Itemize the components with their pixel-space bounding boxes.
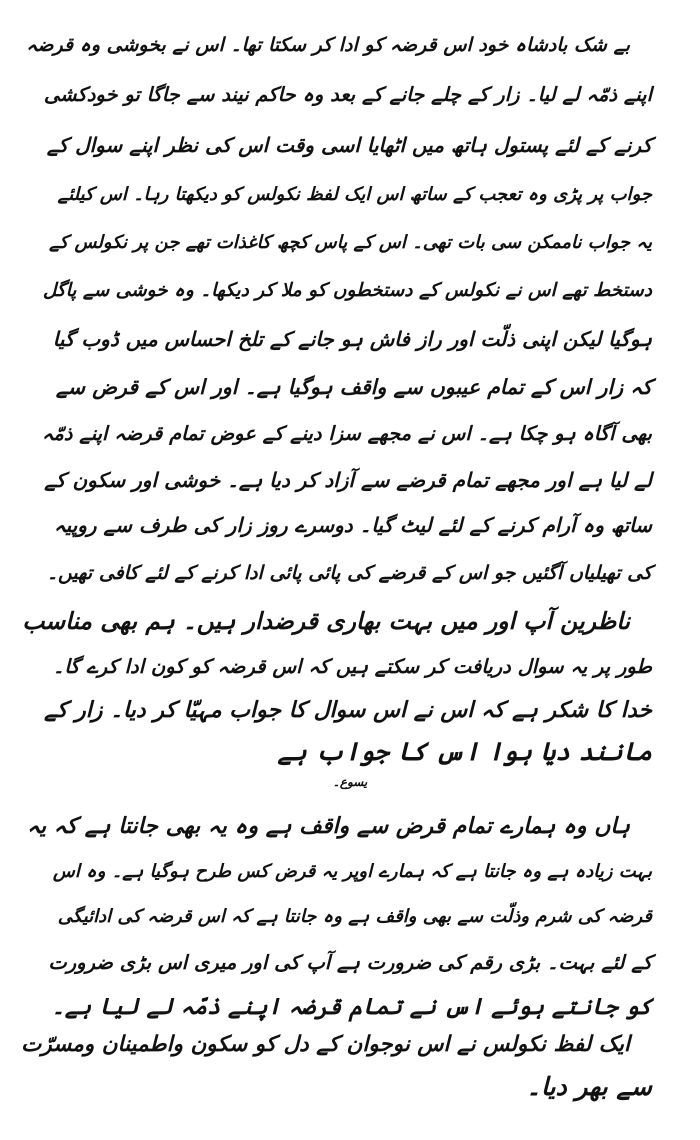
text-line: دستخط تھے اس نے نکولس کے دستخطوں کو ملا کر دیکھا۔ وہ خوشی سے پاگل xyxy=(42,280,652,301)
text-line: کے لئے بہت۔ بڑی رقم کی ضرورت ہے آپ کی اور میری اس بڑی ضرورت xyxy=(48,951,652,974)
text-line: کی تھیلیاں آگئیں جو اس کے قرضے کی پائی پائی ادا کرنے کے لئے کافی تھیں۔ xyxy=(46,562,652,584)
text-line: مانند دیا ہوا اس کا جواب ہے xyxy=(277,737,652,766)
text-line: کہ زار اس کے تمام عیبوں سے واقف ہوگیا ہے۔ اور اس کے قرض سے xyxy=(55,375,652,399)
text-line: ناظرین آپ اور میں بہت بھاری قرضدار ہیں۔ ہم بھی مناسب xyxy=(22,607,630,635)
text-line: قرضہ کی شرم وذلّت سے بھی واقف ہے وہ جانتا ہے کہ اس قرضہ کی ادائیگی xyxy=(57,906,652,927)
text-line: اپنے ذمّہ لے لیا۔ زار کے چلے جانے کے بعد وہ حاکم نیند سے جاگا تو خودکشی xyxy=(43,83,652,106)
text-line: ساتھ وہ آرام کرنے کے لئے لیٹ گیا۔ دوسرے روز زار کی طرف سے روپیہ xyxy=(53,513,652,537)
text-line: یہ جواب ناممکن سی بات تھی۔ اس کے پاس کچھ کاغذات تھے جن پر نکولس کے xyxy=(49,232,652,253)
text-line: خدا کا شکر ہے کہ اس نے اس سوال کا جواب مہیّا کر دیا۔ زار کے xyxy=(44,698,652,723)
text-line: لے لیا ہے اور مجھے تمام قرضے سے آزاد کر دیا ہے۔ خوشی اور سکون کے xyxy=(44,468,652,492)
text-line: ایک لفظ نکولس نے اس نوجوان کے دل کو سکون واطمینان ومسرّت xyxy=(21,1032,630,1057)
text-line: جواب پر پڑی وہ تعجب کے ساتھ اس ایک لفظ نکولس کو دیکھتا رہا۔ اس کیلئے xyxy=(57,184,652,205)
heading-yesu: یسوع۔ xyxy=(332,775,368,789)
text-line: کو جانتے ہوئے اس نے تمام قرضہ اپنے ذمّہ لے لیا ہے۔ xyxy=(51,994,652,1020)
text-line: طور پر یہ سوال دریافت کر سکتے ہیں کہ اس قرضہ کو کون ادا کرے گا۔ xyxy=(52,655,652,678)
text-line: بے شک بادشاہ خود اس قرضہ کو ادا کر سکتا تھا۔ اس نے بخوشی وہ قرضہ xyxy=(26,34,630,56)
text-line: ہاں وہ ہمارے تمام قرض سے واقف ہے وہ یہ بھی جانتا ہے کہ یہ xyxy=(27,814,630,839)
text-line: بہت زیادہ ہے وہ جانتا ہے کہ ہمارے اوپر یہ قرض کس طرح ہوگیا ہے۔ وہ اس xyxy=(52,861,652,882)
text-line: سے بھر دیا۔ xyxy=(526,1072,652,1101)
text-line: کرنے کے لئے پستول ہاتھ میں اٹھایا اسی وقت اس کی نظر اپنے سوال کے xyxy=(46,133,652,157)
text-line: ہوگیا لیکن اپنی ذلّت اور راز فاش ہو جانے کے تلخ احساس میں ڈوب گیا xyxy=(52,327,652,351)
text-line: بھی آگاہ ہو چکا ہے۔ اس نے مجھے سزا دینے کے عوض تمام قرضہ اپنے ذمّہ xyxy=(41,422,652,445)
